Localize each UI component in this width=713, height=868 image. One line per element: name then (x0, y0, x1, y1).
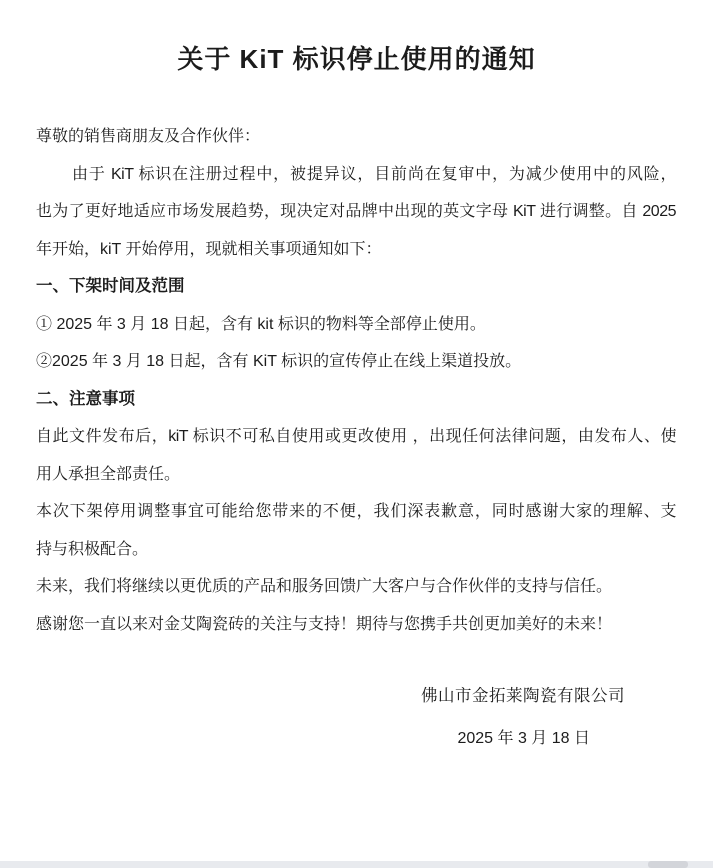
section-heading-1: 一、下架时间及范围 (36, 277, 185, 295)
paragraph-line: 本次下架停用调整事宜可能给您带来的不便，我们深表歉意，同时感谢大家的理解、支 (36, 503, 676, 520)
paragraph-line: 持与积极配合。 (36, 540, 149, 558)
paragraph-line: 未来，我们将继续以更优质的产品和服务回馈广大客户与合作伙伴的支持与信任。 (36, 578, 613, 595)
salutation-line: 尊敬的销售商朋友及合作伙伴： (36, 128, 261, 145)
section-heading-2: 二、注意事项 (36, 389, 135, 408)
paragraph-line: 年开始，kiT 开始停用，现就相关事项通知如下： (36, 240, 382, 258)
signature-date: 2025 年 3 月 18 日 (457, 730, 590, 747)
paragraph-line: 感谢您一直以来对金艾陶瓷砖的关注与支持！期待与您携手共创更加美好的未来！ (36, 615, 613, 633)
signature-company: 佛山市金拓莱陶瓷有限公司 (421, 687, 625, 705)
horizontal-scrollbar-track[interactable] (0, 861, 713, 868)
paragraph-line: 由于 KiT 标识在注册过程中，被提异议，目前尚在复审中，为减少使用中的风险， (72, 165, 676, 183)
notice-title: 关于 KiT 标识停止使用的通知 (177, 44, 536, 74)
list-item-1: ① 2025 年 3 月 18 日起，含有 kit 标识的物料等全部停止使用。 (36, 315, 486, 333)
paragraph-line: 也为了更好地适应市场发展趋势，现决定对品牌中出现的英文字母 KiT 进行调整。自 2025 (36, 203, 676, 220)
horizontal-scrollbar-thumb[interactable] (648, 861, 688, 868)
list-item-2: ②2025 年 3 月 18 日起，含有 KiT 标识的宣传停止在线上渠道投放。 (36, 353, 522, 370)
paragraph-line: 自此文件发布后，kiT 标识不可私自使用或更改使用 ，出现任何法律问题，由发布人、使 (36, 428, 676, 445)
notice-body (36, 118, 676, 643)
paragraph-line: 用人承担全部责任。 (36, 465, 181, 483)
